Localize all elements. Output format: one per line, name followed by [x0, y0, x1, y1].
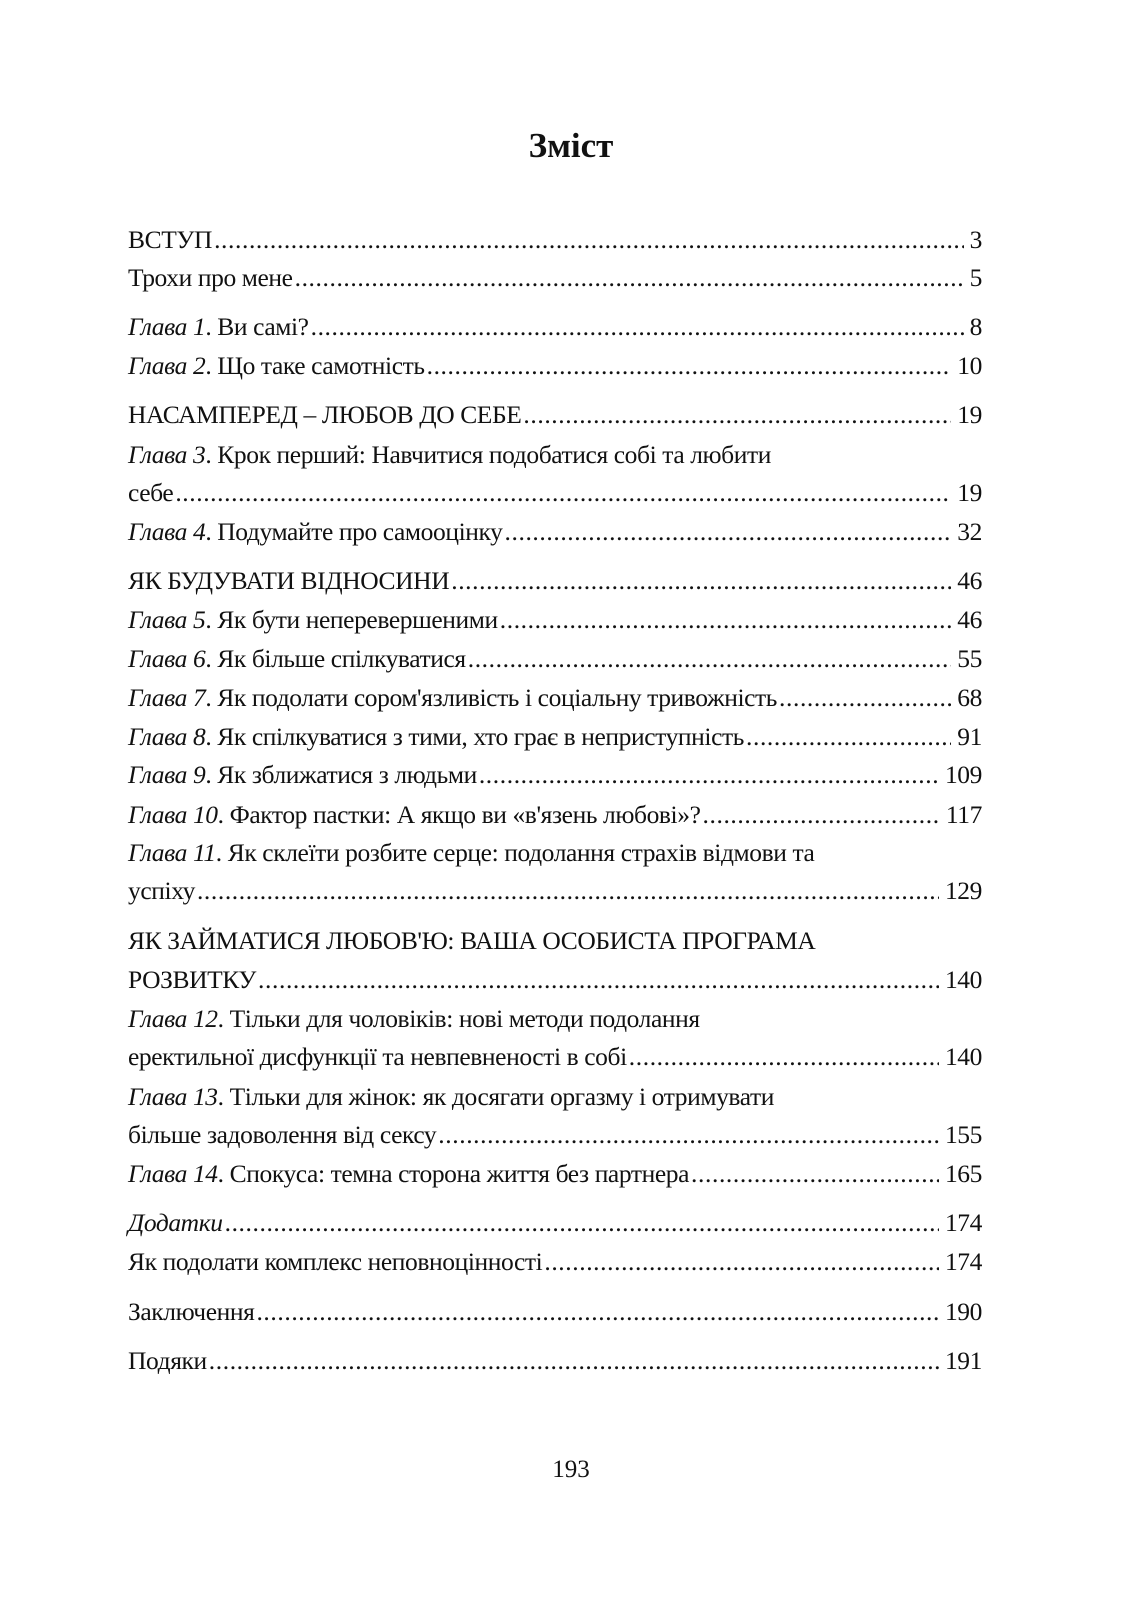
toc-entry-text	[128, 1242, 542, 1281]
separator: .	[217, 800, 230, 829]
toc-entry[interactable]	[128, 258, 982, 297]
separator: .	[205, 683, 218, 712]
toc-entry[interactable]	[128, 512, 982, 551]
toc-entry-prefix: Глава 9	[128, 760, 206, 789]
toc-entry[interactable]	[128, 678, 982, 717]
toc-entry-prefix: Глава 10	[128, 800, 218, 829]
toc-page-number: 117	[945, 800, 982, 829]
toc-page-number: 91	[957, 722, 982, 751]
toc-entry-title: більше задоволення від сексу	[128, 1120, 437, 1149]
toc-entry[interactable]	[128, 1242, 982, 1281]
toc-entry-prefix: Глава 1	[128, 312, 206, 341]
toc-entry-text	[128, 1203, 223, 1242]
toc-entry-title: Подяки	[128, 1346, 207, 1375]
dot-leader	[466, 639, 952, 678]
toc-entry-line[interactable]	[128, 921, 982, 960]
toc-entry-title: НАСАМПЕРЕД – ЛЮБОВ ДО СЕБЕ	[128, 400, 522, 429]
dot-leader	[293, 258, 964, 297]
separator: .	[205, 760, 218, 789]
toc-entry-line[interactable]	[128, 999, 982, 1038]
toc-entry-title: РОЗВИТКУ	[128, 965, 257, 994]
toc-entry-title: Як більше спілкуватися	[217, 644, 466, 673]
toc-entry-title: Як зближатися з людьми	[217, 760, 477, 789]
toc-entry-text	[128, 395, 521, 434]
dot-leader	[744, 717, 951, 756]
toc-entry-prefix: Глава 14	[128, 1159, 218, 1188]
toc-entry-text	[128, 1341, 207, 1380]
separator: .	[217, 1004, 230, 1033]
toc-entry-text	[128, 1115, 436, 1154]
separator: .	[205, 312, 218, 341]
toc-entry-text	[128, 435, 771, 474]
toc-entry[interactable]	[128, 220, 982, 259]
dot-leader	[207, 1341, 939, 1380]
separator: .	[205, 605, 218, 634]
toc-entry-title: ВСТУП	[128, 225, 213, 254]
toc-entry-prefix: Глава 4	[128, 517, 206, 546]
toc-entry[interactable]	[128, 960, 982, 999]
toc-page-number: 109	[944, 760, 982, 789]
toc-entry-text	[128, 1077, 774, 1116]
dot-leader	[627, 1037, 939, 1076]
toc-page-number: 3	[969, 225, 982, 254]
toc-entry[interactable]	[128, 795, 982, 834]
toc-entry[interactable]	[128, 871, 982, 910]
toc-page-number: 68	[957, 683, 982, 712]
dot-leader	[449, 561, 951, 600]
toc-entry-text	[128, 346, 425, 385]
toc-entry[interactable]	[128, 717, 982, 756]
toc-entry-text	[128, 871, 195, 910]
toc-page-number: 190	[944, 1297, 982, 1326]
toc-entry[interactable]	[128, 1203, 982, 1242]
dot-leader	[498, 600, 952, 639]
toc-entry-title: Як подолати комплекс неповноцінності	[128, 1247, 543, 1276]
toc-entry-text	[128, 600, 498, 639]
toc-entry-prefix: Глава 8	[128, 722, 206, 751]
toc-entry-text	[128, 921, 815, 960]
toc-page-number: 129	[944, 876, 982, 905]
toc-entry-prefix: Глава 13	[128, 1082, 218, 1111]
toc-page-number: 140	[944, 1042, 982, 1071]
toc-page-number: 5	[969, 263, 982, 292]
toc-entry[interactable]	[128, 1115, 982, 1154]
toc-entry-title: Трохи про мене	[128, 263, 293, 292]
toc-entry-title: Заключення	[128, 1297, 255, 1326]
toc-page-number: 32	[957, 517, 982, 546]
toc-page-number: 174	[944, 1208, 982, 1237]
dot-leader	[477, 755, 939, 794]
dot-leader	[542, 1242, 939, 1281]
dot-leader	[521, 395, 951, 434]
toc-page-number: 10	[957, 351, 982, 380]
toc-entry-title: Фактор пастки: А якщо ви «в'язень любові»?	[229, 800, 701, 829]
toc-entry[interactable]	[128, 1154, 982, 1193]
toc-entry-prefix: Глава 2	[128, 351, 206, 380]
toc-entry-text	[128, 795, 701, 834]
dot-leader	[689, 1154, 939, 1193]
separator: .	[205, 440, 218, 469]
toc-entry-prefix: Глава 5	[128, 605, 206, 634]
toc-entry-title: себе	[128, 478, 174, 507]
toc-entry[interactable]	[128, 1292, 982, 1331]
toc-entry-prefix: Глава 11	[128, 838, 216, 867]
dot-leader	[173, 473, 951, 512]
toc-entry-text	[128, 999, 700, 1038]
toc-entry-text	[128, 512, 503, 551]
toc-page-number: 140	[944, 965, 982, 994]
toc-entry[interactable]	[128, 473, 982, 512]
toc-entry-title: ЯК БУДУВАТИ ВІДНОСИНИ	[128, 566, 450, 595]
dot-leader	[503, 512, 952, 551]
toc-entry[interactable]	[128, 1341, 982, 1380]
toc-page-number: 165	[944, 1159, 982, 1188]
toc-entry-title: ЯК ЗАЙМАТИСЯ ЛЮБОВ'Ю: ВАША ОСОБИСТА ПРОГРАМА	[128, 926, 816, 955]
toc-page-number: 55	[957, 644, 982, 673]
toc-entry-line[interactable]	[128, 1077, 982, 1116]
dot-leader	[436, 1115, 939, 1154]
separator: .	[217, 1159, 230, 1188]
toc-entry-line[interactable]	[128, 833, 982, 872]
page-title: Зміст	[528, 126, 614, 165]
toc-entry[interactable]	[128, 561, 982, 600]
toc-entry-title: успіху	[128, 876, 195, 905]
dot-leader	[256, 960, 939, 999]
toc-entry-title: еректильної дисфункції та невпевненості в собі	[128, 1042, 627, 1071]
dot-leader	[223, 1203, 939, 1242]
dot-leader	[309, 307, 964, 346]
toc-entry[interactable]	[128, 395, 982, 434]
toc-page-number: 46	[957, 605, 982, 634]
toc-entry-text	[128, 1292, 254, 1331]
toc-entry-prefix: Глава 7	[128, 683, 206, 712]
toc-entry-title: Тільки для жінок: як досягати оргазму і отримувати	[229, 1082, 774, 1111]
dot-leader	[254, 1292, 938, 1331]
toc-entry-prefix: Глава 6	[128, 644, 206, 673]
toc-page-number: 155	[944, 1120, 982, 1149]
toc-entry[interactable]	[128, 307, 982, 346]
dot-leader	[425, 346, 952, 385]
toc-entry[interactable]	[128, 1037, 982, 1076]
separator: .	[205, 517, 218, 546]
separator: .	[215, 838, 228, 867]
toc-entry-prefix: Глава 3	[128, 440, 206, 469]
toc-entry-title: Ви самі?	[217, 312, 309, 341]
toc-entry-text	[128, 307, 309, 346]
toc-entry-text	[128, 473, 173, 512]
page-number: 193	[552, 1456, 590, 1483]
separator: .	[205, 722, 218, 751]
toc-page-number: 174	[944, 1247, 982, 1276]
toc-entry-title: Як подолати сором'язливість і соціальну тривожність	[217, 683, 778, 712]
dot-leader	[777, 678, 951, 717]
toc-entry-text	[128, 960, 256, 999]
toc-entry-text	[128, 717, 744, 756]
toc-entry-text	[128, 678, 777, 717]
toc-page-number: 19	[957, 400, 982, 429]
toc-entry-text	[128, 639, 466, 678]
toc-entry-title: Спокуса: темна сторона життя без партнера	[229, 1159, 690, 1188]
toc-page-number: 19	[957, 478, 982, 507]
toc-entry-prefix: Додатки	[128, 1208, 223, 1237]
separator: .	[205, 351, 218, 380]
toc-entry-text	[128, 1154, 689, 1193]
toc-entry-text	[128, 258, 293, 297]
toc-entry-title: Що таке самотність	[217, 351, 425, 380]
toc-entry-title: Подумайте про самооцінку	[217, 517, 503, 546]
dot-leader	[195, 871, 939, 910]
toc-page-number: 46	[957, 566, 982, 595]
toc-entry-title: Як склеїти розбите серце: подолання страхів відмови та	[227, 838, 815, 867]
separator: .	[217, 1082, 230, 1111]
dot-leader	[701, 795, 940, 834]
toc-entry-title: Як спілкуватися з тими, хто грає в неприступність	[217, 722, 744, 751]
toc-entry-text	[128, 1037, 627, 1076]
separator: .	[205, 644, 218, 673]
toc-entry-title: Як бути неперевершеними	[217, 605, 498, 634]
toc-entry-title: Крок перший: Навчитися подобатися собі та любити	[217, 440, 771, 469]
toc-entry-line[interactable]	[128, 435, 982, 474]
toc-entry[interactable]	[128, 755, 982, 794]
toc-entry-text	[128, 833, 814, 872]
toc-entry[interactable]	[128, 600, 982, 639]
toc-entry[interactable]	[128, 346, 982, 385]
toc-entry-title: Тільки для чоловіків: нові методи подолання	[229, 1004, 700, 1033]
toc-page-number: 191	[944, 1346, 982, 1375]
toc-entry-prefix: Глава 12	[128, 1004, 218, 1033]
toc-entry-text	[128, 220, 212, 259]
toc-entry-text	[128, 561, 449, 600]
toc-page-number: 8	[969, 312, 982, 341]
toc-entry-text	[128, 755, 477, 794]
dot-leader	[212, 220, 964, 259]
toc-entry[interactable]	[128, 639, 982, 678]
